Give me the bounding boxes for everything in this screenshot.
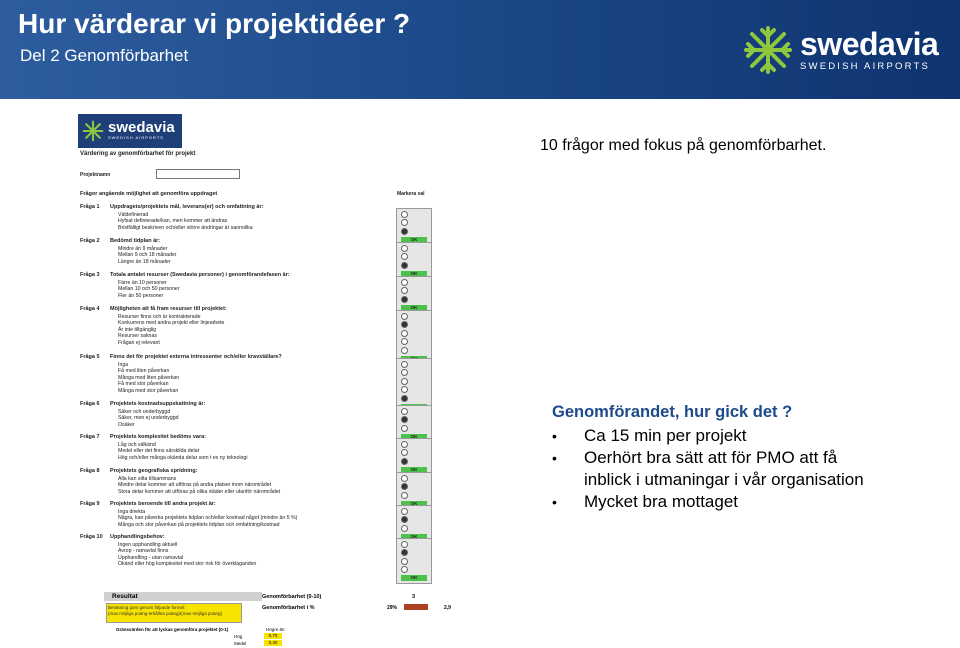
option-text: Många och stor påverkan på projektets tidplan och omfattning/kostnad: [118, 521, 280, 528]
option-text: Fler än 50 personer: [118, 292, 164, 299]
question-number: Fråga 6: [80, 401, 100, 407]
intro-text: 10 frågor med fokus på genomförbarhet.: [540, 137, 827, 154]
option-text: Många med liten påverkan: [118, 374, 180, 381]
ok-indicator: OK: [401, 467, 427, 473]
option-list: [118, 509, 297, 528]
option-radio[interactable]: [401, 361, 408, 368]
option-text: Mellan 10 och 50 personer: [118, 286, 180, 293]
slide-subtitle: Del 2 Genomförbarhet: [20, 46, 189, 65]
option-text: Inga: [118, 362, 129, 368]
option-text: Många med stor påverkan: [118, 387, 179, 394]
summary-list: [552, 425, 864, 513]
slide-header: [0, 0, 960, 99]
mark-heading: Markera val: [397, 191, 425, 197]
option-text: Frågan ej relevant: [118, 339, 160, 346]
result-heading: Resultat: [104, 592, 262, 601]
question-number: Fråga 2: [80, 238, 100, 244]
question-title: Bedömd tidplan är:: [110, 238, 161, 244]
question-number: Fråga 7: [80, 434, 100, 440]
project-name-label: Projektnamn: [80, 172, 111, 178]
option-text: Resurser finns och är kontrakterade: [118, 314, 201, 320]
option-radio[interactable]: [401, 338, 408, 345]
list-item: [552, 491, 864, 513]
option-list: [118, 362, 179, 394]
answer-column: [396, 208, 432, 246]
question-title: Uppdragets/projektets mål, leverans(er) och omfattning är:: [110, 204, 264, 210]
option-list: [118, 212, 253, 231]
threshold-header: Högre än: [266, 627, 285, 632]
bullet-continuation: inblick i utmaningar i vår organisation: [584, 470, 864, 489]
option-text: Upphandling - utan ramavtal: [118, 554, 184, 561]
option-radio[interactable]: [401, 492, 408, 499]
option-text: Ingen upphandling aktuell: [118, 542, 178, 548]
option-radio[interactable]: [401, 458, 408, 465]
bullet-icon: •: [552, 494, 557, 510]
option-radio[interactable]: [401, 525, 408, 532]
snowflake-icon: [82, 120, 104, 142]
option-text: Medel eller det finns särskilda delar: [118, 448, 200, 455]
option-radio[interactable]: [401, 347, 408, 354]
option-radio[interactable]: [401, 228, 408, 235]
option-radio[interactable]: [401, 508, 408, 515]
ok-indicator: OK: [401, 237, 427, 243]
answer-column: [396, 242, 432, 280]
form-logo-brand: swedavia: [108, 118, 175, 136]
ok-indicator: OK: [401, 575, 427, 581]
grade-row-label: Genomförbarhet i %: [262, 605, 315, 611]
option-text: Konkurrens med andra projekt eller linjearbete: [118, 320, 225, 327]
option-radio[interactable]: [401, 566, 408, 573]
grade-value: 3: [412, 594, 416, 600]
ok-indicator: OK: [401, 434, 427, 440]
option-radio[interactable]: [401, 378, 408, 385]
form-title: Värdering av genomförbarhet för projekt: [80, 151, 196, 157]
bullet-icon: •: [552, 450, 557, 466]
option-text: Väldefinierad: [118, 212, 149, 218]
option-text: Säker, men ej underbyggd: [118, 415, 179, 422]
question-title: Möjligheten att få fram resurser till projektet:: [110, 306, 227, 312]
question-title: Totala antalet resurser (Swedavia personer) i genomförandefasen är:: [110, 272, 290, 278]
option-text: Resurser saknas: [118, 333, 157, 340]
snowflake-icon: [742, 24, 794, 76]
option-text: Låg och välkänd: [118, 442, 156, 448]
option-list: [118, 442, 247, 461]
summary-block: [552, 403, 864, 513]
answer-column: [396, 310, 432, 365]
option-radio[interactable]: [401, 386, 408, 393]
option-text: Några, kan påverka projektets tidplan och/eller kostnad något (mindre än 5 %): [118, 515, 298, 522]
question-title: Finns det för projektet externa intressenter och/eller kravställare?: [110, 354, 282, 360]
option-text: Säker och underbyggd: [118, 409, 171, 415]
option-radio[interactable]: [401, 441, 408, 448]
form-logo-tag: SWEDISH AIRPORTS: [108, 134, 164, 140]
question-title: Projektets beroende till andra projekt är:: [110, 501, 216, 507]
option-list: [118, 280, 179, 299]
option-text: Hyfsat definierade/kan, men kommer att ändras: [118, 218, 228, 225]
option-radio[interactable]: [401, 369, 408, 376]
answer-column: [396, 472, 432, 510]
bullet-text: Ca 15 min per projekt: [584, 426, 747, 445]
answer-column: [396, 505, 432, 543]
question-number: Fråga 9: [80, 501, 100, 507]
list-item: [552, 425, 864, 447]
answer-column: [396, 276, 432, 314]
formula-line: (max möjliga poäng-erhållna poäng)/(max möjliga poäng): [108, 610, 223, 616]
question-number: Fråga 4: [80, 306, 100, 312]
option-text: Osäker: [118, 421, 135, 428]
option-radio[interactable]: [401, 549, 408, 556]
option-radio[interactable]: [401, 253, 408, 260]
question-number: Fråga 10: [80, 534, 103, 540]
bullet-text: Oerhört bra sätt att för PMO att få: [584, 448, 838, 467]
tier-value: 0,40: [264, 640, 282, 646]
option-radio[interactable]: [401, 395, 408, 402]
formula-line: Beräkning görs genom följande formel:: [108, 605, 186, 610]
project-name-input[interactable]: [156, 169, 240, 179]
question-number: Fråga 1: [80, 204, 100, 210]
section-heading: Frågor angående möjlighet att genomföra uppdraget: [80, 191, 218, 197]
option-text: Avrop - ramavtal finns: [118, 548, 169, 555]
option-radio[interactable]: [401, 296, 408, 303]
option-radio[interactable]: [401, 279, 408, 286]
option-text: Okänd eller hög komplexitet med stor risk för överklaganden: [118, 561, 257, 568]
grade-title: Genomförbarhet (0-10): [262, 594, 322, 600]
option-radio[interactable]: [401, 321, 408, 328]
option-radio[interactable]: [401, 262, 408, 269]
option-text: Är inte tillgänglig: [118, 326, 157, 333]
option-text: Färre än 10 personer: [118, 280, 167, 286]
option-radio[interactable]: [401, 449, 408, 456]
option-text: Bristfälligt beskriven och/eller större ändringar är sannolika: [118, 224, 253, 231]
question-title: Projektets komplexitet bedöms vara:: [110, 434, 206, 440]
option-list: [118, 476, 280, 495]
answer-column: [396, 405, 432, 443]
option-text: Stora delar kommer att utföras på olika städer eller utanför närområdet: [118, 488, 281, 495]
ok-indicator: OK: [401, 305, 427, 311]
result-section: [104, 592, 456, 648]
bullet-icon: •: [552, 428, 557, 444]
answer-column: [396, 538, 432, 584]
tier-label: Hög: [234, 634, 243, 639]
formula-box: [106, 603, 242, 623]
option-radio[interactable]: [401, 211, 408, 218]
question-title: Projektets kostnadsuppskattning är:: [110, 401, 206, 407]
option-text: Hög och/eller många okända delar som t ex ny teknologi: [118, 454, 248, 461]
option-radio[interactable]: [401, 516, 408, 523]
option-radio[interactable]: [401, 483, 408, 490]
question-title: Upphandlingsbehov:: [110, 534, 165, 540]
option-radio[interactable]: [401, 416, 408, 423]
option-text: Längre än 18 månader: [118, 258, 171, 265]
option-radio[interactable]: [401, 541, 408, 548]
bullet-text: Mycket bra mottaget: [584, 492, 739, 511]
ok-indicator: OK: [401, 271, 427, 277]
question-number: Fråga 5: [80, 354, 100, 360]
option-text: Mindre än 9 månader: [118, 246, 168, 252]
option-text: Alla kan sitta tillsammans: [118, 476, 177, 482]
option-list: [118, 246, 177, 265]
question-title: Projektets geografiska spridning:: [110, 468, 198, 474]
form-logo: [78, 114, 182, 148]
option-radio[interactable]: [401, 330, 408, 337]
option-radio[interactable]: [401, 408, 408, 415]
ok-indicator: OK: [401, 501, 427, 507]
answer-column: [396, 438, 432, 476]
option-radio[interactable]: [401, 287, 408, 294]
option-text: Mindre delar kommer att utföras på andra platser inom närområdet: [118, 482, 272, 489]
question-number: Fråga 3: [80, 272, 100, 278]
tier-label: Medel: [234, 641, 247, 646]
option-radio[interactable]: [401, 558, 408, 565]
tier-value: 0,70: [264, 633, 282, 639]
option-text: Få med liten påverkan: [118, 368, 170, 375]
logo-tag: SWEDISH AIRPORTS: [800, 60, 931, 72]
grade-score: 2,9: [444, 605, 451, 611]
swedavia-logo: [742, 24, 938, 76]
slide-title: Hur värderar vi projektidéer ?: [18, 8, 411, 39]
threshold-note: Gränsvärden för att lyckas genomföra projektet (0-1): [116, 627, 229, 632]
question-number: Fråga 8: [80, 468, 100, 474]
form-screenshot: [76, 114, 456, 648]
option-radio[interactable]: [401, 475, 408, 482]
grade-bar: [404, 604, 428, 610]
ok-indicator: OK: [401, 534, 427, 540]
grade-percent: 29%: [387, 605, 398, 611]
list-item: [552, 447, 864, 491]
option-list: [118, 542, 256, 568]
option-text: Mellan 9 och 18 månader: [118, 252, 177, 259]
option-text: Inga direkta: [118, 509, 146, 515]
option-radio[interactable]: [401, 313, 408, 320]
option-radio[interactable]: [401, 425, 408, 432]
option-list: [118, 314, 224, 346]
option-radio[interactable]: [401, 245, 408, 252]
option-list: [118, 409, 179, 428]
option-radio[interactable]: [401, 219, 408, 226]
summary-heading: Genomförandet, hur gick det ?: [552, 403, 793, 421]
logo-brand: swedavia: [800, 25, 939, 62]
option-text: Få med stor påverkan: [118, 381, 169, 388]
